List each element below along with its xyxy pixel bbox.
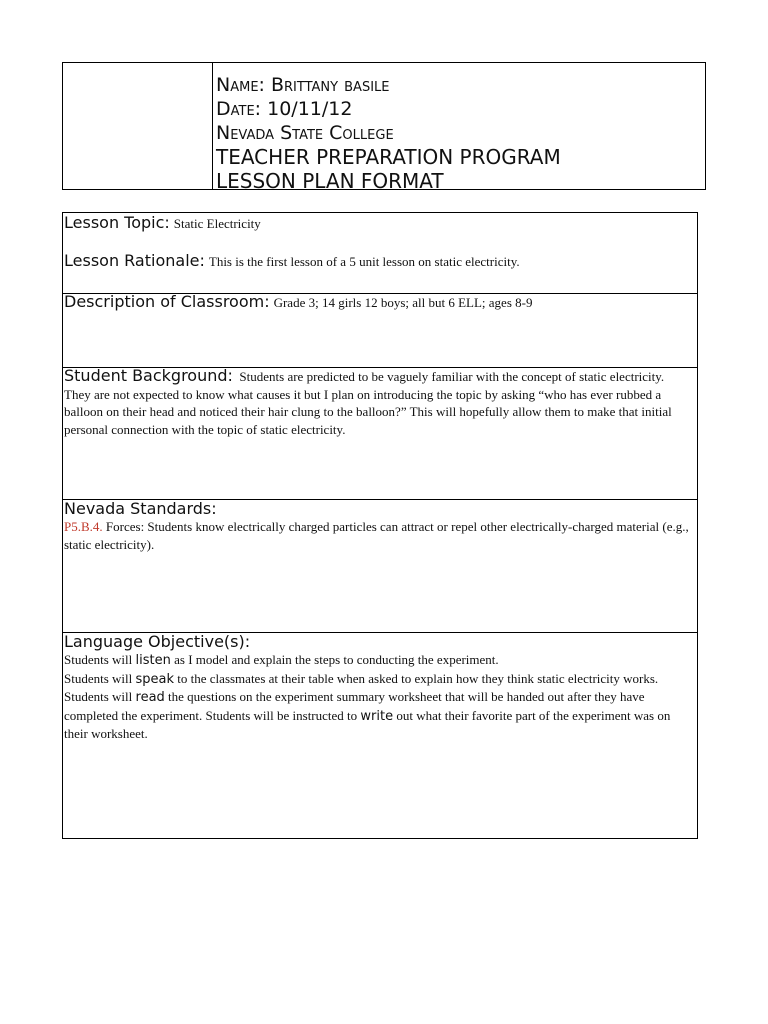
objective-3-mid: the questions on the experiment summary worksheet that will be handed out after they have completed the experiment. Students will be instructed to [64,689,645,723]
classroom-value: Grade 3; 14 girls 12 boys; all but 6 ELL; ages 8-9 [273,295,533,310]
section-classroom [63,292,697,368]
objective-3-post: out what their favorite part of the experiment was on their worksheet. [64,707,671,741]
objective-line-2 [64,670,693,689]
objective-1-pre: Students will [64,652,133,667]
program-line: TEACHER PREPARATION PROGRAM [216,145,561,169]
name-line [216,73,561,97]
standard-value: Forces: Students know electrically charged particles can attract or repel other electrically-charged material (e.g., static electricity). [64,519,689,552]
section-nevada-standards [63,499,697,633]
student-background-label: Student Background: [64,366,233,385]
objective-3-keyword-2: write [360,708,394,724]
standard-code: P5.B.4. [64,519,103,534]
format-line: LESSON PLAN FORMAT [216,169,444,193]
section-language-objectives [63,632,697,838]
date-label: Date: [216,98,262,120]
objective-2-keyword: speak [135,671,175,687]
header-text [216,73,561,193]
objective-3-keyword: read [135,690,165,705]
language-objectives-label: Language Objective(s): [64,632,251,651]
lesson-rationale-value: This is the first lesson of a 5 unit lesson on static electricity. [208,254,520,269]
lesson-rationale-row [64,251,697,271]
lesson-rationale-label: Lesson Rationale: [64,251,205,270]
language-objectives-text [64,651,697,743]
college-line: Nevada State College [216,122,394,144]
lesson-topic-value: Static Electricity [173,216,261,231]
lesson-topic-label: Lesson Topic: [64,213,170,232]
date-value: 10/11/12 [267,98,353,120]
nevada-standards-label: Nevada Standards: [64,499,217,518]
name-value: Brittany basile [270,74,390,96]
objective-line-1 [64,651,693,670]
classroom-row [64,292,697,312]
student-background-row [64,367,697,438]
header-divider [212,63,213,189]
classroom-label: Description of Classroom: [64,292,270,311]
lesson-topic-row [64,213,697,233]
objective-2-pre: Students will [64,670,133,686]
date-line [216,97,561,121]
lesson-plan-table [62,212,698,839]
objective-line-3 [64,688,693,743]
header-box [62,62,706,193]
nevada-standards-row [64,518,697,553]
student-background-value: Students are predicted to be vaguely familiar with the concept of static electricity. They are not expected to know what causes it but I plan on introducing the topic by asking “who has ever rubbed a balloon on their head and noticed their hair clung to the balloon?” This will hopefully allow them to make that initial personal connection with the topic of static electricity. [64,369,672,437]
section-student-background [63,367,697,500]
section-topic-rationale [63,213,697,294]
objective-3-pre: Students will [64,689,133,704]
objective-1-keyword: listen [135,653,171,668]
name-label: Name: [216,74,265,96]
objective-2-post: to the classmates at their table when asked to explain how they think static electricity works. [177,670,659,686]
objective-1-post: as I model and explain the steps to conducting the experiment. [174,652,499,667]
